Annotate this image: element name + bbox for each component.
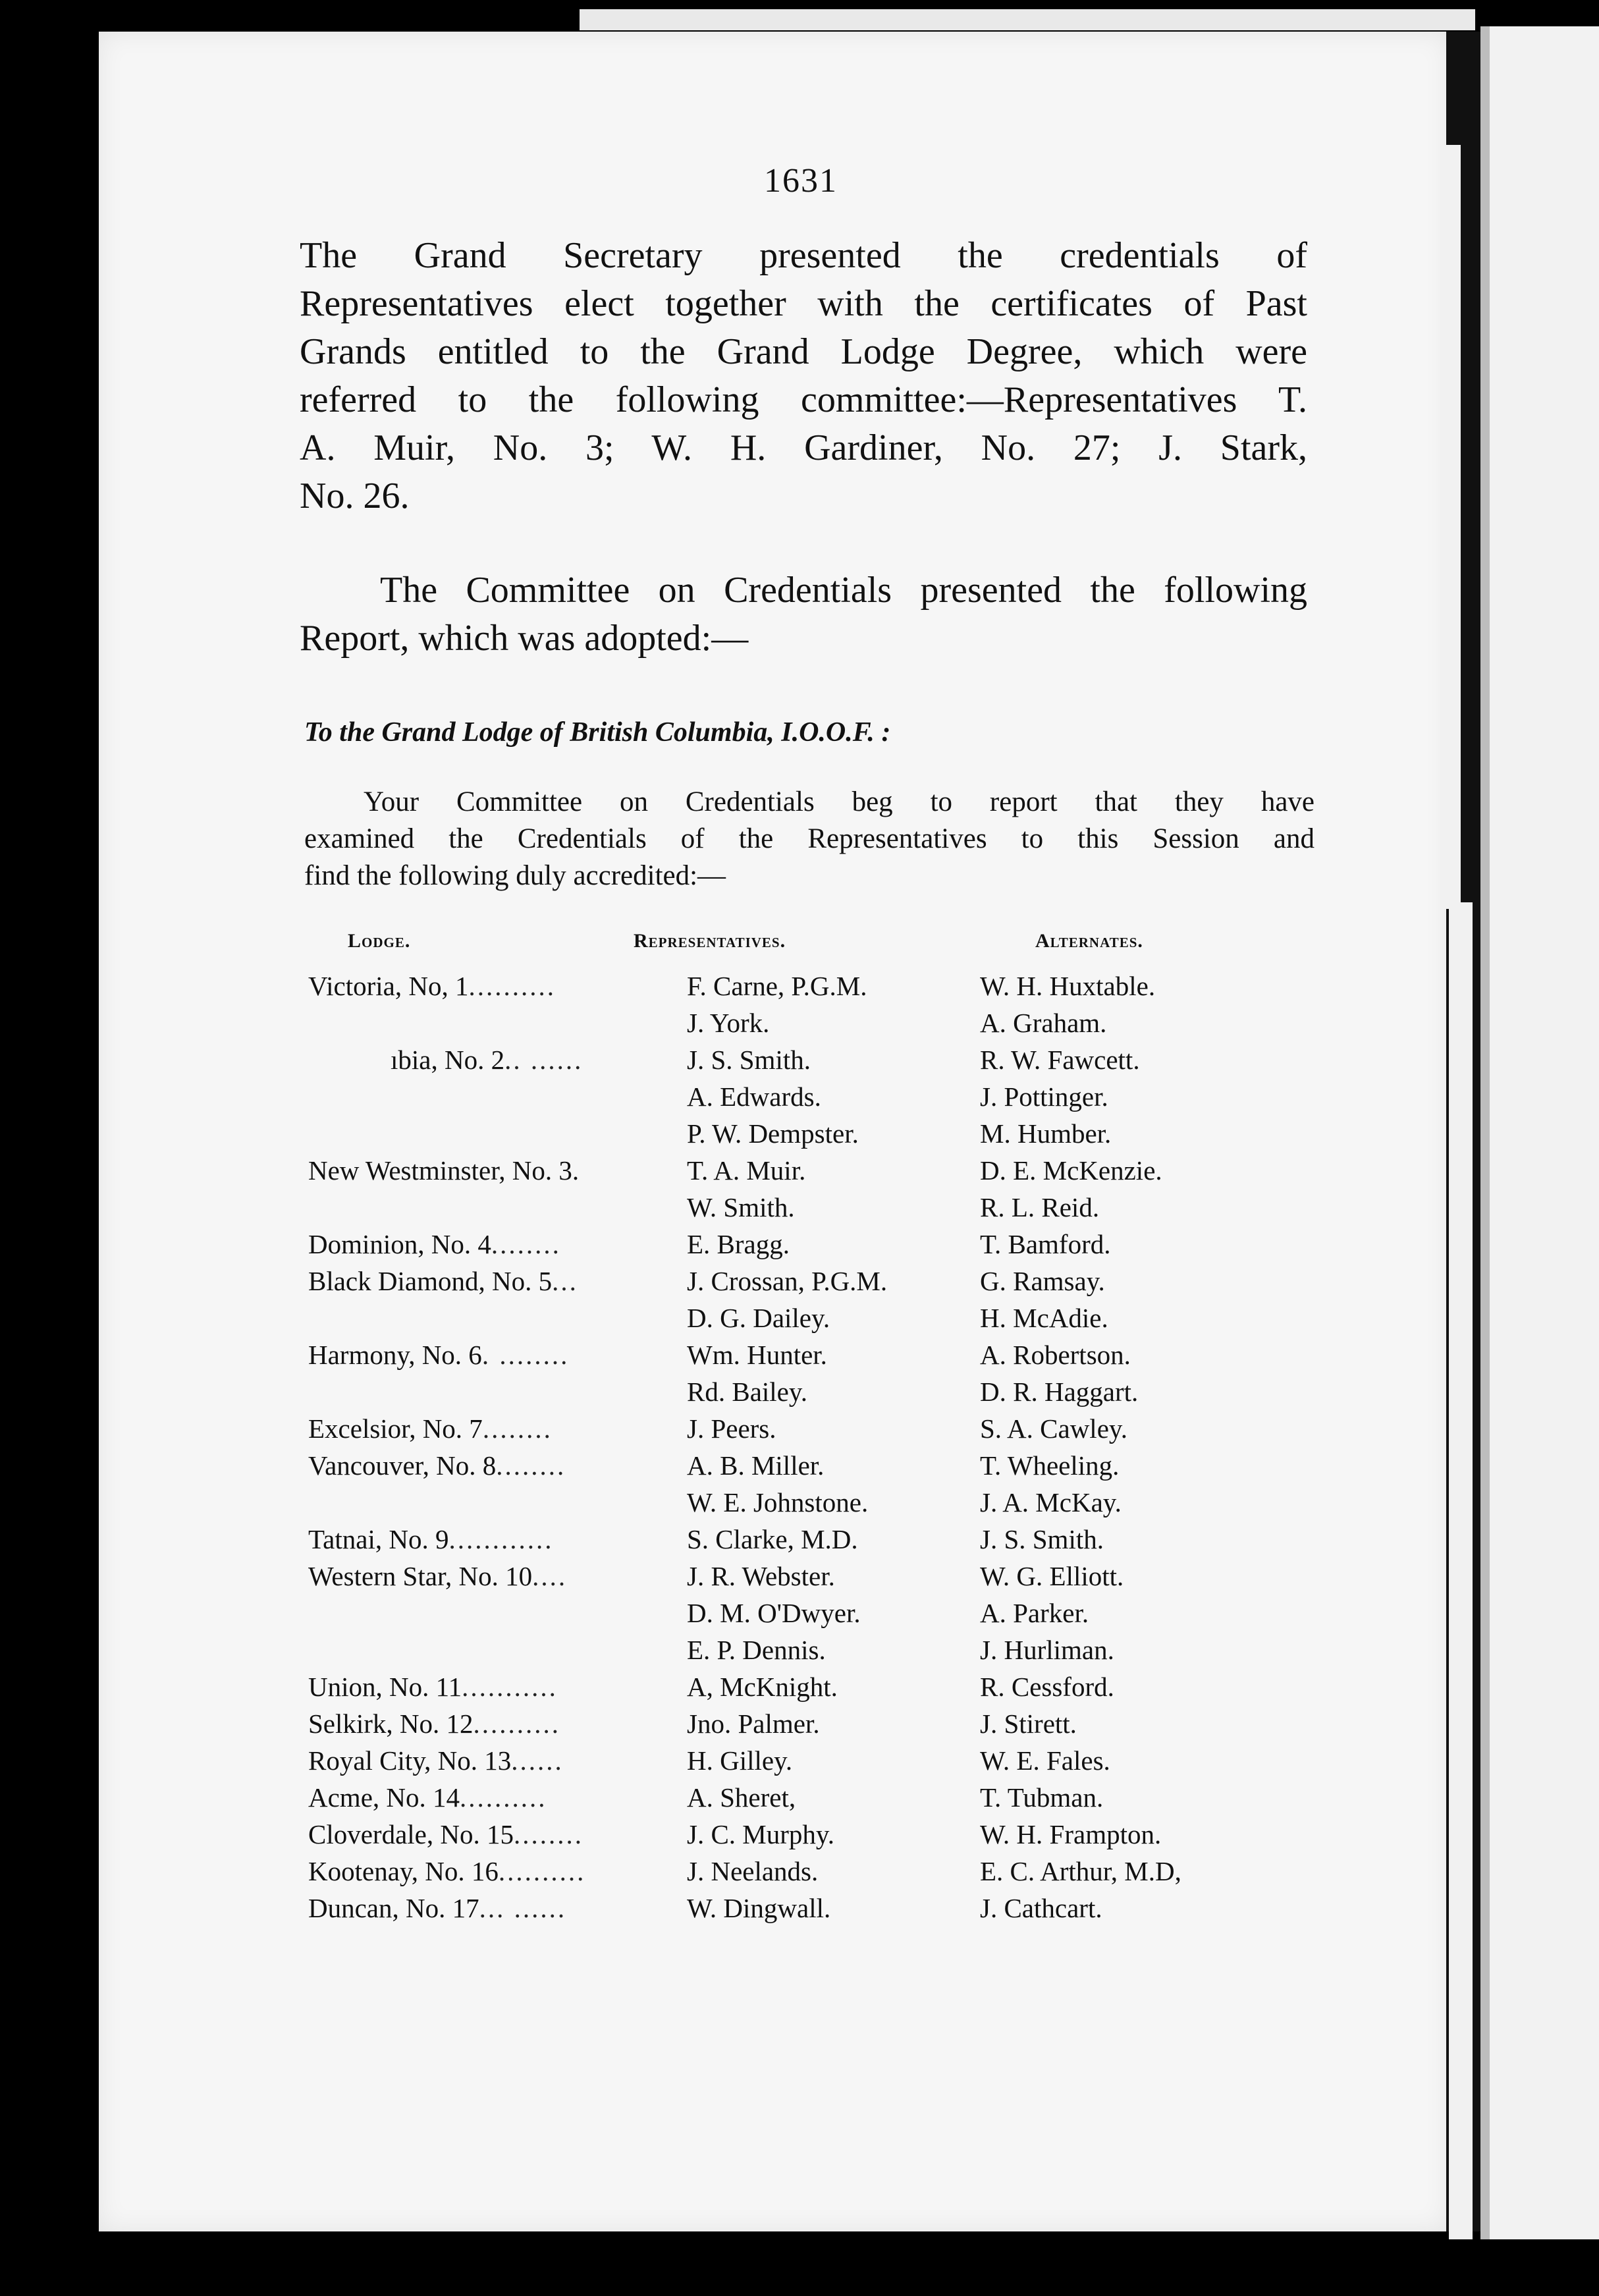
leader-dots: ........... bbox=[462, 1672, 558, 1702]
leader-dots: .......... bbox=[468, 971, 556, 1001]
lodge-cell bbox=[308, 1818, 690, 1850]
lodge-name: Black Diamond, No. 5 bbox=[308, 1266, 553, 1296]
report-text bbox=[304, 784, 1314, 894]
representative-cell: J. R. Webster. bbox=[687, 1561, 835, 1591]
lodge-name: Selkirk, No. 12 bbox=[308, 1708, 474, 1739]
lodge-name: Acme, No. 14 bbox=[308, 1782, 460, 1813]
paragraph-line: Representatives elect together with the certificates of Past bbox=[300, 283, 1307, 324]
alternate-cell: A. Parker. bbox=[980, 1598, 1089, 1628]
representative-cell: J. Crossan, P.G.M. bbox=[687, 1266, 888, 1296]
alternate-cell: W. H. Frampton. bbox=[980, 1819, 1162, 1849]
leader-dots: .. ...... bbox=[504, 1045, 583, 1075]
lodge-cell bbox=[308, 970, 690, 1002]
alternate-cell: W. G. Elliott. bbox=[980, 1561, 1124, 1591]
paragraph-committee-report bbox=[300, 566, 1307, 663]
lodge-cell bbox=[308, 1708, 690, 1739]
alternate-cell: D. E. McKenzie. bbox=[980, 1155, 1162, 1186]
lodge-cell bbox=[308, 1228, 690, 1260]
table-row bbox=[308, 1745, 1336, 1782]
alternate-cell: E. C. Arthur, M.D, bbox=[980, 1856, 1181, 1886]
lodge-name: Cloverdale, No. 15 bbox=[308, 1819, 514, 1849]
lodge-cell bbox=[308, 1450, 690, 1481]
alternate-cell: G. Ramsay. bbox=[980, 1266, 1105, 1296]
table-row bbox=[308, 1597, 1336, 1634]
leader-dots: ... ...... bbox=[479, 1893, 567, 1923]
leader-dots: ........ bbox=[513, 1819, 583, 1849]
lodge-name: Vancouver, No. 8 bbox=[308, 1450, 497, 1481]
leader-dots: ........ bbox=[482, 1413, 553, 1444]
alternate-cell: T. Wheeling. bbox=[980, 1450, 1120, 1481]
alternate-cell: J. S. Smith. bbox=[980, 1524, 1104, 1554]
leader-dots: ............ bbox=[448, 1524, 554, 1554]
report-line: find the following duly accredited:— bbox=[304, 860, 726, 891]
paragraph-line: Report, which was adopted:— bbox=[300, 618, 749, 659]
alternate-cell: R. Cessford. bbox=[980, 1672, 1114, 1702]
credentials-table bbox=[308, 970, 1336, 1929]
page-edge-fold bbox=[1441, 145, 1461, 909]
leader-dots: ........ bbox=[496, 1450, 566, 1481]
table-row bbox=[308, 970, 1336, 1007]
representative-cell: W. E. Johnstone. bbox=[687, 1487, 869, 1517]
table-row bbox=[308, 1081, 1336, 1118]
lodge-cell bbox=[308, 1782, 690, 1813]
representative-cell: Wm. Hunter. bbox=[687, 1340, 827, 1370]
representative-cell: A. B. Miller. bbox=[687, 1450, 825, 1481]
alternate-cell: S. A. Cawley. bbox=[980, 1413, 1127, 1444]
column-header-lodge: Lodge. bbox=[348, 930, 411, 952]
table-row bbox=[308, 1671, 1336, 1708]
representative-cell: J. York. bbox=[687, 1008, 770, 1038]
alternate-cell: J. Pottinger. bbox=[980, 1081, 1108, 1112]
table-row bbox=[308, 1708, 1336, 1745]
table-row bbox=[308, 1413, 1336, 1450]
salutation: To the Grand Lodge of British Columbia, I.O.O.F. : bbox=[304, 717, 891, 748]
representative-cell: D. M. O'Dwyer. bbox=[687, 1598, 861, 1628]
leader-dots: ... bbox=[552, 1266, 578, 1296]
table-row bbox=[308, 1155, 1336, 1191]
lodge-name: Victoria, No, 1 bbox=[308, 971, 469, 1001]
representative-cell: J. Neelands. bbox=[687, 1856, 819, 1886]
representative-cell: J. C. Murphy. bbox=[687, 1819, 834, 1849]
representative-cell: P. W. Dempster. bbox=[687, 1118, 859, 1149]
lodge-name: Dominion, No. 4 bbox=[308, 1229, 491, 1259]
table-row bbox=[308, 1007, 1336, 1044]
leader-dots: .......... bbox=[498, 1856, 586, 1886]
lodge-cell bbox=[308, 1855, 690, 1887]
lodge-cell bbox=[308, 1560, 690, 1592]
lodge-name: New Westminster, No. 3. bbox=[308, 1155, 580, 1186]
table-row bbox=[308, 1634, 1336, 1671]
table-row bbox=[308, 1118, 1336, 1155]
lodge-cell bbox=[308, 1155, 690, 1186]
lodge-cell bbox=[308, 1745, 690, 1776]
representative-cell: E. Bragg. bbox=[687, 1229, 790, 1259]
top-paper-strip bbox=[580, 9, 1475, 30]
representative-cell: E. P. Dennis. bbox=[687, 1635, 826, 1665]
alternate-cell: J. Stirett. bbox=[980, 1708, 1077, 1739]
adjacent-page-edge bbox=[1480, 26, 1599, 2239]
lodge-cell bbox=[308, 1265, 690, 1297]
alternate-cell: A. Graham. bbox=[980, 1008, 1107, 1038]
leader-dots: . ........ bbox=[481, 1340, 570, 1370]
alternate-cell: A. Robertson. bbox=[980, 1340, 1131, 1370]
lodge-cell bbox=[308, 1413, 690, 1444]
table-row bbox=[308, 1892, 1336, 1929]
table-row bbox=[308, 1450, 1336, 1487]
representative-cell: A. Sheret, bbox=[687, 1782, 796, 1813]
alternate-cell: J. Cathcart. bbox=[980, 1893, 1102, 1923]
representative-cell: F. Carne, P.G.M. bbox=[687, 971, 867, 1001]
representative-cell: A, McKnight. bbox=[687, 1672, 838, 1702]
report-line: Your Committee on Credentials beg to report that they have bbox=[364, 786, 1314, 817]
representative-cell: Jno. Palmer. bbox=[687, 1708, 820, 1739]
alternate-cell: W. E. Fales. bbox=[980, 1745, 1110, 1776]
representative-cell: W. Smith. bbox=[687, 1192, 795, 1222]
alternate-cell: J. Hurliman. bbox=[980, 1635, 1114, 1665]
lodge-name: Harmony, No. 6 bbox=[308, 1340, 482, 1370]
alternate-cell: T. Tubman. bbox=[980, 1782, 1104, 1813]
paragraph-line: The Grand Secretary presented the credentials of bbox=[300, 235, 1307, 276]
lodge-name: Royal City, No. 13 bbox=[308, 1745, 512, 1776]
alternate-cell: M. Humber. bbox=[980, 1118, 1112, 1149]
leader-dots: .... bbox=[532, 1561, 568, 1591]
lodge-name: Kootenay, No. 16 bbox=[308, 1856, 499, 1886]
representative-cell: W. Dingwall. bbox=[687, 1893, 831, 1923]
table-row bbox=[308, 1044, 1336, 1081]
paragraph-line: The Committee on Credentials presented the following bbox=[380, 570, 1307, 611]
alternate-cell: R. L. Reid. bbox=[980, 1192, 1100, 1222]
table-row bbox=[308, 1818, 1336, 1855]
table-row bbox=[308, 1487, 1336, 1523]
table-row bbox=[308, 1782, 1336, 1818]
representative-cell: Rd. Bailey. bbox=[687, 1377, 807, 1407]
paragraph-line: A. Muir, No. 3; W. H. Gardiner, No. 27; J. Stark, bbox=[300, 427, 1307, 468]
page-edge-fold-lower bbox=[1449, 902, 1473, 2239]
lodge-name: Tatnai, No. 9 bbox=[308, 1524, 449, 1554]
alternate-cell: R. W. Fawcett. bbox=[980, 1045, 1140, 1075]
lodge-name: Excelsior, No. 7 bbox=[308, 1413, 483, 1444]
table-row bbox=[308, 1302, 1336, 1339]
table-row bbox=[308, 1523, 1336, 1560]
report-line: examined the Credentials of the Representatives to this Session and bbox=[304, 823, 1314, 854]
representative-cell: A. Edwards. bbox=[687, 1081, 821, 1112]
leader-dots: .......... bbox=[473, 1708, 561, 1739]
lodge-cell bbox=[308, 1892, 690, 1924]
representative-cell: T. A. Muir. bbox=[687, 1155, 806, 1186]
representative-cell: J. S. Smith. bbox=[687, 1045, 811, 1075]
paragraph-line: Grands entitled to the Grand Lodge Degree, which were bbox=[300, 331, 1307, 372]
table-row bbox=[308, 1228, 1336, 1265]
lodge-cell bbox=[308, 1339, 690, 1371]
table-row bbox=[308, 1376, 1336, 1413]
lodge-name: Duncan, No. 17 bbox=[308, 1893, 479, 1923]
page-number: 1631 bbox=[764, 162, 838, 200]
lodge-name: ıbia, No. 2 bbox=[391, 1045, 505, 1075]
lodge-name: Union, No. 11 bbox=[308, 1672, 462, 1702]
column-header-alternates: Alternates. bbox=[1035, 930, 1143, 952]
alternate-cell: T. Bamford. bbox=[980, 1229, 1111, 1259]
lodge-cell bbox=[308, 1523, 690, 1555]
alternate-cell: W. H. Huxtable. bbox=[980, 971, 1156, 1001]
representative-cell: S. Clarke, M.D. bbox=[687, 1524, 858, 1554]
alternate-cell: J. A. McKay. bbox=[980, 1487, 1122, 1517]
paragraph-line: No. 26. bbox=[300, 476, 410, 516]
leader-dots: ...... bbox=[511, 1745, 564, 1776]
alternate-cell: D. R. Haggart. bbox=[980, 1377, 1139, 1407]
paragraph-grand-secretary bbox=[300, 232, 1307, 520]
lodge-cell bbox=[308, 1671, 690, 1703]
representative-cell: J. Peers. bbox=[687, 1413, 776, 1444]
leader-dots: ........ bbox=[491, 1229, 561, 1259]
representative-cell: D. G. Dailey. bbox=[687, 1303, 830, 1333]
alternate-cell: H. McAdie. bbox=[980, 1303, 1108, 1333]
table-row bbox=[308, 1339, 1336, 1376]
representative-cell: H. Gilley. bbox=[687, 1745, 793, 1776]
table-row bbox=[308, 1265, 1336, 1302]
table-row bbox=[308, 1855, 1336, 1892]
table-row bbox=[308, 1560, 1336, 1597]
leader-dots: .......... bbox=[460, 1782, 547, 1813]
lodge-name: Western Star, No. 10 bbox=[308, 1561, 533, 1591]
table-row bbox=[308, 1191, 1336, 1228]
paragraph-line: referred to the following committee:—Representatives T. bbox=[300, 379, 1307, 420]
column-header-representatives: Representatives. bbox=[634, 930, 786, 952]
